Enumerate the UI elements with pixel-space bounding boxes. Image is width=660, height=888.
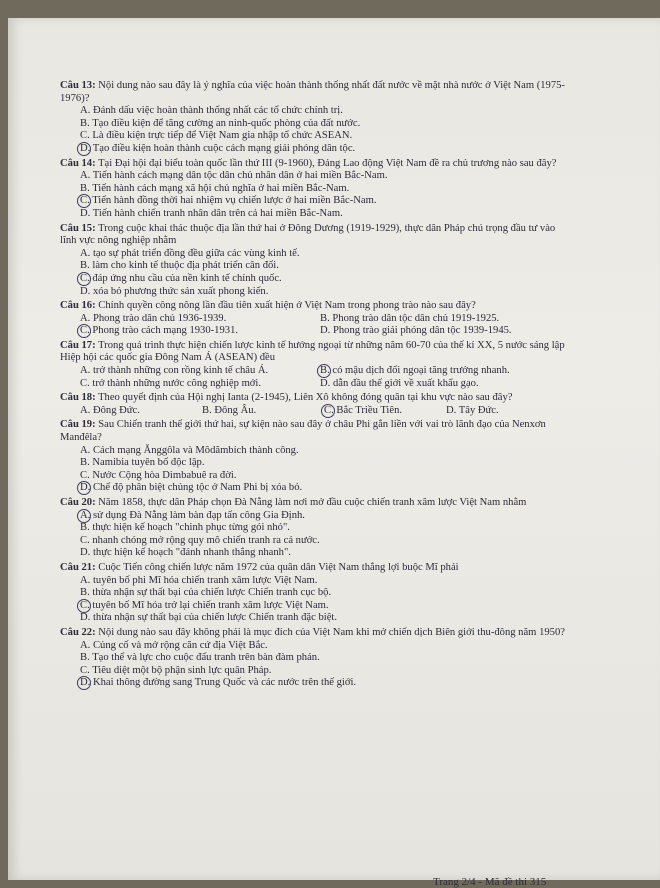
option-label: D. xyxy=(320,377,331,389)
question-text: Chính quyền công nông lần đầu tiên xuất hiện ở Việt Nam trong phong trào nào sau đây? xyxy=(98,300,476,312)
option-row xyxy=(60,405,570,418)
page-footer: Trang 2/4 - Mã đề thi 315 xyxy=(433,876,547,888)
question-number: Câu 22: xyxy=(60,626,96,638)
option-b xyxy=(320,313,560,326)
question-stem xyxy=(60,223,570,248)
option-text: có mậu dịch đối ngoại tăng trưởng nhanh. xyxy=(332,365,510,377)
circled-answer-mark: D. xyxy=(80,482,91,494)
option-label: D. xyxy=(446,404,457,416)
option-d xyxy=(60,677,570,690)
option-text: nhanh chóng mở rộng quy mô chiến tranh ra cả nước. xyxy=(92,534,320,546)
option-c xyxy=(60,665,570,678)
option-c xyxy=(80,378,320,391)
option-text: Tiến hành đồng thời hai nhiệm vụ chiến lược ở hai miền Bắc-Nam. xyxy=(92,195,377,207)
option-label: B. xyxy=(80,652,90,664)
option-d xyxy=(60,208,570,221)
option-label: B. xyxy=(80,522,90,534)
option-text: làm cho kinh tế thuộc địa phát triển cân đối. xyxy=(92,260,279,272)
question-number: Câu 18: xyxy=(60,392,96,404)
option-c xyxy=(324,405,446,418)
option-label: C. xyxy=(80,469,90,481)
option-label: A. xyxy=(80,170,91,182)
option-text: Nước Cộng hòa Dimbabuê ra đời. xyxy=(92,469,237,481)
question-text: Năm 1858, thực dân Pháp chọn Đà Nẵng làm nơi mở đầu cuộc chiến tranh xâm lược Việt Nam nhằm xyxy=(98,497,527,508)
option-c xyxy=(80,325,320,338)
question-18 xyxy=(60,392,570,417)
circled-answer-mark: C. xyxy=(80,599,90,611)
option-text: Tiến hành cách mạng dân tộc dân chủ nhân dân ở hai miền Bắc-Nam. xyxy=(92,170,388,182)
option-text: thừa nhận sự thất bại của chiến lược Chiến tranh cục bộ. xyxy=(92,587,332,599)
question-stem xyxy=(60,627,570,640)
option-text: Phong trào cách mạng 1930-1931. xyxy=(92,325,239,337)
option-label: C. xyxy=(80,534,90,546)
option-b xyxy=(60,652,570,665)
question-19 xyxy=(60,419,570,495)
option-label: C. xyxy=(80,130,90,142)
question-text: Nội dung nào sau đây là ý nghĩa của việc hoàn thành thống nhất đất nước về mặt nhà nước ở Việt Nam (1975-1976)? xyxy=(60,80,565,104)
option-b xyxy=(60,587,570,600)
question-stem xyxy=(60,300,570,313)
option-label: A. xyxy=(80,247,91,259)
option-label: A. xyxy=(80,312,91,324)
option-text: Tạo điều kiện để tăng cường an ninh-quốc phòng của đất nước. xyxy=(92,117,361,129)
option-label: A. xyxy=(80,105,91,117)
question-number: Câu 20: xyxy=(60,497,96,508)
question-number: Câu 21: xyxy=(60,561,96,573)
option-text: Phong trào giải phóng dân tộc 1939-1945. xyxy=(332,325,512,337)
option-row xyxy=(60,365,570,378)
question-stem xyxy=(60,340,570,365)
option-text: Phong trào dân chủ 1936-1939. xyxy=(92,312,227,324)
option-d xyxy=(320,325,560,338)
option-text: tuyên bố phi Mĩ hóa chiến tranh xâm lược Việt Nam. xyxy=(92,574,318,586)
option-row xyxy=(60,325,570,338)
option-d xyxy=(60,612,570,625)
option-c xyxy=(60,535,570,548)
option-text: Đông Đức. xyxy=(92,404,140,416)
option-d xyxy=(446,405,568,418)
option-text: Tây Đức. xyxy=(458,404,499,416)
question-13 xyxy=(60,80,570,156)
option-text: Cách mạng Ănggôla và Môdămbích thành công. xyxy=(92,444,299,456)
option-label: B. xyxy=(80,587,90,599)
question-number: Câu 15: xyxy=(60,222,96,234)
option-text: Tiêu diệt một bộ phận sinh lực quân Pháp. xyxy=(92,664,272,676)
option-d xyxy=(320,378,560,391)
circled-answer-mark: C. xyxy=(80,195,90,207)
option-text: Đông Âu. xyxy=(214,404,257,416)
question-stem xyxy=(60,158,570,171)
option-label: B. xyxy=(80,260,90,272)
option-label: B. xyxy=(320,312,330,324)
option-d xyxy=(60,482,570,495)
option-a xyxy=(80,313,320,326)
option-d xyxy=(60,286,570,299)
option-label: D. xyxy=(80,285,91,297)
option-label: C. xyxy=(80,664,90,676)
option-c xyxy=(60,470,570,483)
question-stem xyxy=(60,562,570,575)
option-a xyxy=(60,510,570,523)
option-d xyxy=(60,143,570,156)
option-c xyxy=(60,195,570,208)
exam-page xyxy=(8,18,660,888)
option-a xyxy=(80,405,202,418)
question-list xyxy=(60,80,570,692)
option-row xyxy=(60,313,570,326)
option-label: B. xyxy=(80,457,90,469)
question-text: Tại Đại hội đại biểu toàn quốc lần thứ III (9-1960), Đảng Lao động Việt Nam đề ra chủ trương nào sau đây? xyxy=(98,157,557,169)
option-label: D. xyxy=(80,612,91,624)
option-text: trở thành những con rồng kinh tế châu Á. xyxy=(92,365,269,377)
option-b xyxy=(60,260,570,273)
option-text: thừa nhận sự thất bại của chiến lược Chiến tranh đặc biệt. xyxy=(92,612,338,624)
question-text: Theo quyết định của Hội nghị Ianta (2-1945), Liên Xô không đóng quân tại khu vực nào sau đây? xyxy=(98,392,513,404)
option-label: A. xyxy=(80,574,91,586)
question-text: Sau Chiến tranh thế giới thứ hai, sự kiện nào sau đây ở châu Phi gắn liền với vai trò lãnh đạo của Nenxơn Manđêla? xyxy=(60,419,546,444)
option-text: Là điều kiện trực tiếp để Việt Nam gia nhập tổ chức ASEAN. xyxy=(92,130,353,142)
option-b xyxy=(60,457,570,470)
option-b xyxy=(60,118,570,131)
option-text: tuyên bố Mĩ hóa trở lại chiến tranh xâm lược Việt Nam. xyxy=(92,599,329,611)
option-label: C. xyxy=(80,377,90,389)
option-a xyxy=(60,445,570,458)
option-text: Namibia tuyên bố độc lập. xyxy=(92,457,205,469)
option-a xyxy=(60,575,570,588)
circled-answer-mark: C. xyxy=(80,325,90,337)
option-c xyxy=(60,600,570,613)
option-label: D. xyxy=(320,325,331,337)
option-text: Phong trào dân tộc dân chủ 1919-1925. xyxy=(332,312,500,324)
question-stem xyxy=(60,80,570,105)
option-text: trở thành những nước công nghiệp mới. xyxy=(92,377,262,389)
question-number: Câu 19: xyxy=(60,419,96,431)
option-label: A. xyxy=(80,639,91,651)
question-text: Trong cuộc khai thác thuộc địa lần thứ hai ở Đông Dương (1919-1929), thực dân Pháp chú trọng đầu tư vào lĩnh vực nông nghiệp nhằm xyxy=(60,222,556,247)
option-b xyxy=(202,405,324,418)
option-a xyxy=(80,365,320,378)
question-text: Trong quá trình thực hiện chiến lược kinh tế hướng ngoại từ những năm 60-70 của thế kỉ XX, 5 nước sáng lập Hiệp hội các quốc gia Đông Nam Á (ASEAN) đều xyxy=(60,339,565,364)
option-label: B. xyxy=(80,182,90,194)
question-number: Câu 14: xyxy=(60,157,96,169)
option-text: Bắc Triều Tiên. xyxy=(336,404,403,416)
option-text: dẫn đầu thế giới về xuất khẩu gạo. xyxy=(332,377,479,389)
option-label: A. xyxy=(80,404,91,416)
option-text: thực hiện kế hoạch "chinh phục từng gói nhỏ". xyxy=(92,522,290,534)
option-text: Tạo thế và lực cho cuộc đấu tranh trên bàn đàm phán. xyxy=(92,652,320,664)
option-c xyxy=(60,130,570,143)
option-label: B. xyxy=(80,117,90,129)
option-text: thực hiện kế hoạch "đánh nhanh thắng nhanh". xyxy=(92,547,291,559)
circled-answer-mark: D. xyxy=(80,142,91,154)
option-c xyxy=(60,273,570,286)
question-text: Cuộc Tiến công chiến lược năm 1972 của quân dân Việt Nam thắng lợi buộc Mĩ phải xyxy=(98,561,459,573)
option-a xyxy=(60,105,570,118)
question-14 xyxy=(60,158,570,221)
question-number: Câu 17: xyxy=(60,339,96,351)
option-b xyxy=(60,183,570,196)
option-a xyxy=(60,640,570,653)
option-label: A. xyxy=(80,365,91,377)
question-22 xyxy=(60,627,570,690)
circled-answer-mark: D. xyxy=(80,677,91,689)
circled-answer-mark: A. xyxy=(80,509,91,521)
question-17 xyxy=(60,340,570,390)
option-row xyxy=(60,378,570,391)
option-b xyxy=(60,522,570,535)
option-text: xóa bỏ phương thức sản xuất phong kiến. xyxy=(92,285,269,297)
option-a xyxy=(60,170,570,183)
question-number: Câu 16: xyxy=(60,300,96,312)
option-text: Tạo điều kiện hoàn thành cuộc cách mạng giải phóng dân tộc. xyxy=(92,142,356,154)
question-16 xyxy=(60,300,570,338)
question-text: Nội dung nào sau đây không phải là mục đích của Việt Nam khi mở chiến dịch Biên giới thu-đông năm 1950? xyxy=(98,626,565,638)
option-b xyxy=(320,365,560,378)
option-label: D. xyxy=(80,207,91,219)
circled-answer-mark: C. xyxy=(324,404,334,416)
option-label: B. xyxy=(202,404,212,416)
question-15 xyxy=(60,223,570,299)
option-label: A. xyxy=(80,444,91,456)
circled-answer-mark: C. xyxy=(80,272,90,284)
option-text: Khai thông đường sang Trung Quốc và các nước trên thế giới. xyxy=(92,677,357,689)
option-text: Tiến hành chiến tranh nhân dân trên cả hai miền Bắc-Nam. xyxy=(92,207,343,219)
question-stem xyxy=(60,497,570,510)
option-a xyxy=(60,248,570,261)
option-label: D. xyxy=(80,547,91,559)
question-21 xyxy=(60,562,570,625)
option-text: Chế độ phân biệt chủng tộc ở Nam Phi bị xóa bỏ. xyxy=(92,482,303,494)
question-20 xyxy=(60,497,570,560)
question-stem xyxy=(60,392,570,405)
option-text: Củng cố và mở rộng căn cứ địa Việt Bắc. xyxy=(92,639,268,651)
option-text: đáp ứng nhu cầu của nền kinh tế chính quốc. xyxy=(92,272,282,284)
question-number: Câu 13: xyxy=(60,80,96,91)
option-text: Tiến hành cách mạng xã hội chủ nghĩa ở hai miền Bắc-Nam. xyxy=(92,182,350,194)
option-text: sử dụng Đà Nẵng làm bàn đạp tấn công Gia Định. xyxy=(92,509,305,521)
circled-answer-mark: B. xyxy=(320,365,330,377)
option-d xyxy=(60,547,570,560)
question-stem xyxy=(60,419,570,444)
option-text: Đánh dấu việc hoàn thành thống nhất các tổ chức chính trị. xyxy=(92,105,343,117)
option-text: tạo sự phát triển đồng đều giữa các vùng kinh tế. xyxy=(92,247,300,259)
